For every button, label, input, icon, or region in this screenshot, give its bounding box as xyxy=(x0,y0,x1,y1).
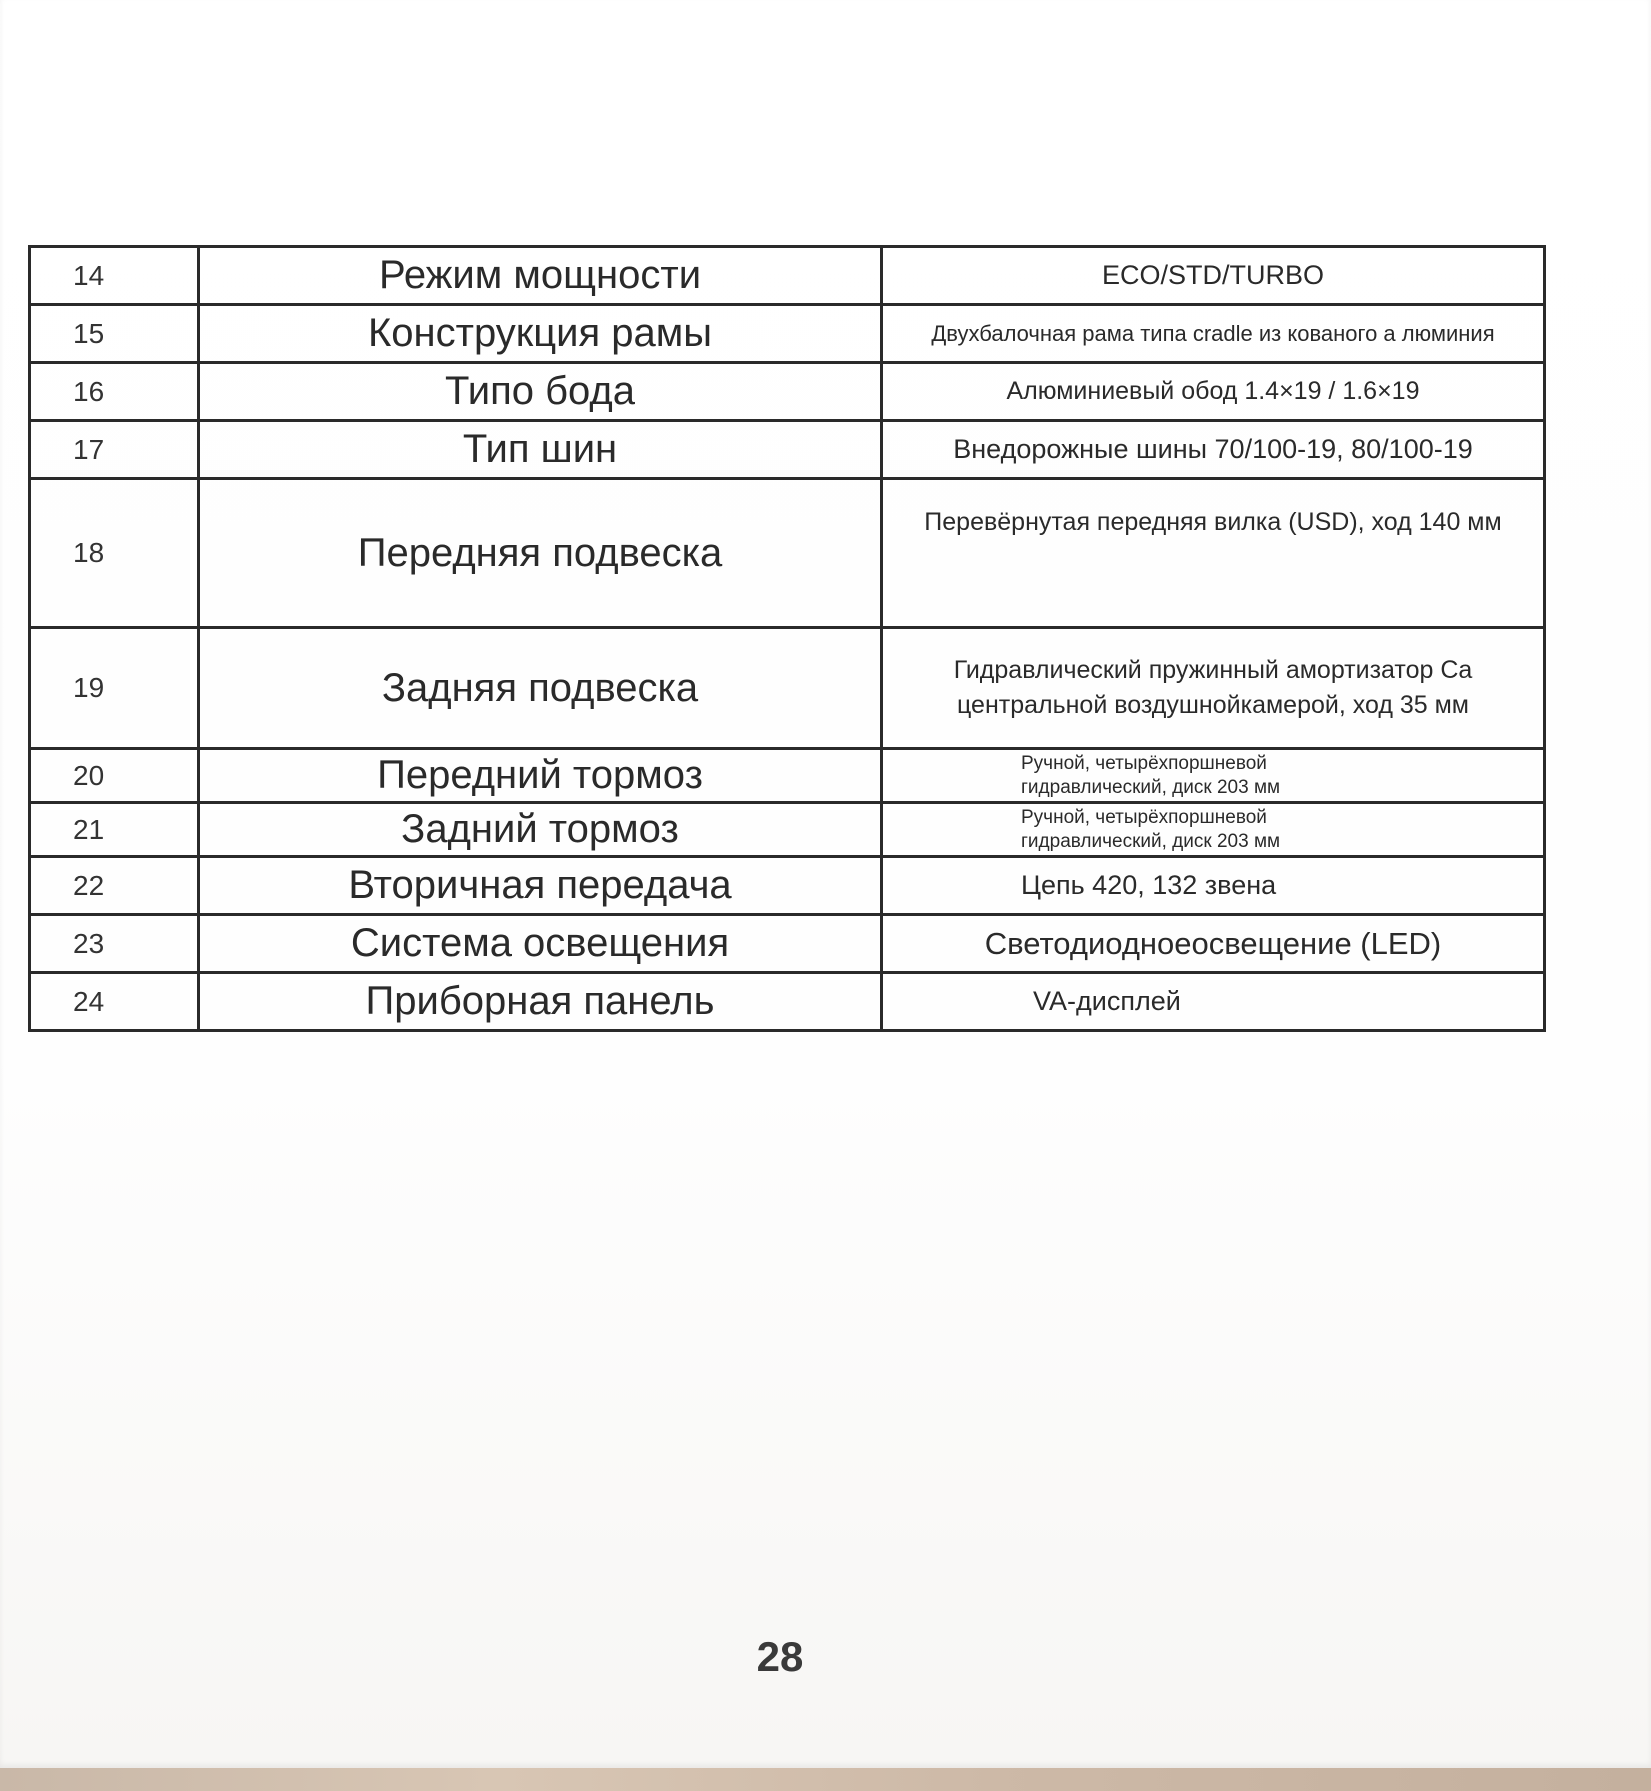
spec-value: Двухбалочная рама типа cradle из кованого а люминия xyxy=(882,305,1545,363)
spec-name: Передняя подвеска xyxy=(199,479,882,628)
spec-name: Приборная панель xyxy=(199,973,882,1031)
table-row xyxy=(30,363,1545,421)
row-number: 16 xyxy=(30,363,199,421)
row-number: 20 xyxy=(30,749,199,803)
spec-value-line: гидравлический, диск 203 мм xyxy=(1021,776,1281,798)
spec-value-line: Ручной, четырёхпоршневой xyxy=(1021,806,1267,828)
spec-name: Задняя подвеска xyxy=(199,628,882,749)
spec-value: VA-дисплей xyxy=(882,973,1545,1031)
row-number: 15 xyxy=(30,305,199,363)
row-number: 18 xyxy=(30,479,199,628)
spec-value-line: центральной воздушнойкамерой, ход 35 мм xyxy=(957,691,1469,719)
spec-value-line: Гидравлический пружинный амортизатор Ca xyxy=(953,656,1473,684)
spec-value xyxy=(882,803,1545,857)
table-row xyxy=(30,247,1545,305)
row-number: 17 xyxy=(30,421,199,479)
table-row xyxy=(30,305,1545,363)
spec-name: Режим мощности xyxy=(199,247,882,305)
row-number: 24 xyxy=(30,973,199,1031)
table-row xyxy=(30,857,1545,915)
row-number: 22 xyxy=(30,857,199,915)
table-row xyxy=(30,973,1545,1031)
spec-value-line: Ручной, четырёхпоршневой xyxy=(1021,752,1267,774)
spec-value xyxy=(882,628,1545,749)
row-number: 19 xyxy=(30,628,199,749)
spec-value: Алюминиевый обод 1.4×19 / 1.6×19 xyxy=(882,363,1545,421)
spec-name: Система освещения xyxy=(199,915,882,973)
row-number: 23 xyxy=(30,915,199,973)
table-row xyxy=(30,479,1545,628)
spec-value: ECO/STD/TURBO xyxy=(882,247,1545,305)
table-row xyxy=(30,803,1545,857)
spec-name: Вторичная передача xyxy=(199,857,882,915)
spec-value: Светодиодноеосвещение (LED) xyxy=(882,915,1545,973)
table-row xyxy=(30,749,1545,803)
spec-value: Цепь 420, 132 звена xyxy=(882,857,1545,915)
spec-value-line: гидравлический, диск 203 мм xyxy=(1021,830,1281,852)
row-number: 21 xyxy=(30,803,199,857)
page-number: 28 xyxy=(756,1633,804,1680)
row-number: 14 xyxy=(30,247,199,305)
table-row xyxy=(30,628,1545,749)
spec-name: Конструкция рамы xyxy=(199,305,882,363)
spec-name: Задний тормоз xyxy=(199,803,882,857)
spec-name: Типо бода xyxy=(199,363,882,421)
spec-value xyxy=(882,749,1545,803)
spec-name: Передний тормоз xyxy=(199,749,882,803)
page-edge xyxy=(0,1768,1651,1791)
table-row xyxy=(30,915,1545,973)
table-row xyxy=(30,421,1545,479)
spec-value: Перевёрнутая передняя вилка (USD), ход 140 мм xyxy=(882,479,1545,628)
spec-name: Тип шин xyxy=(199,421,882,479)
spec-value: Внедорожные шины 70/100-19, 80/100-19 xyxy=(882,421,1545,479)
specifications-table xyxy=(28,245,1546,1032)
